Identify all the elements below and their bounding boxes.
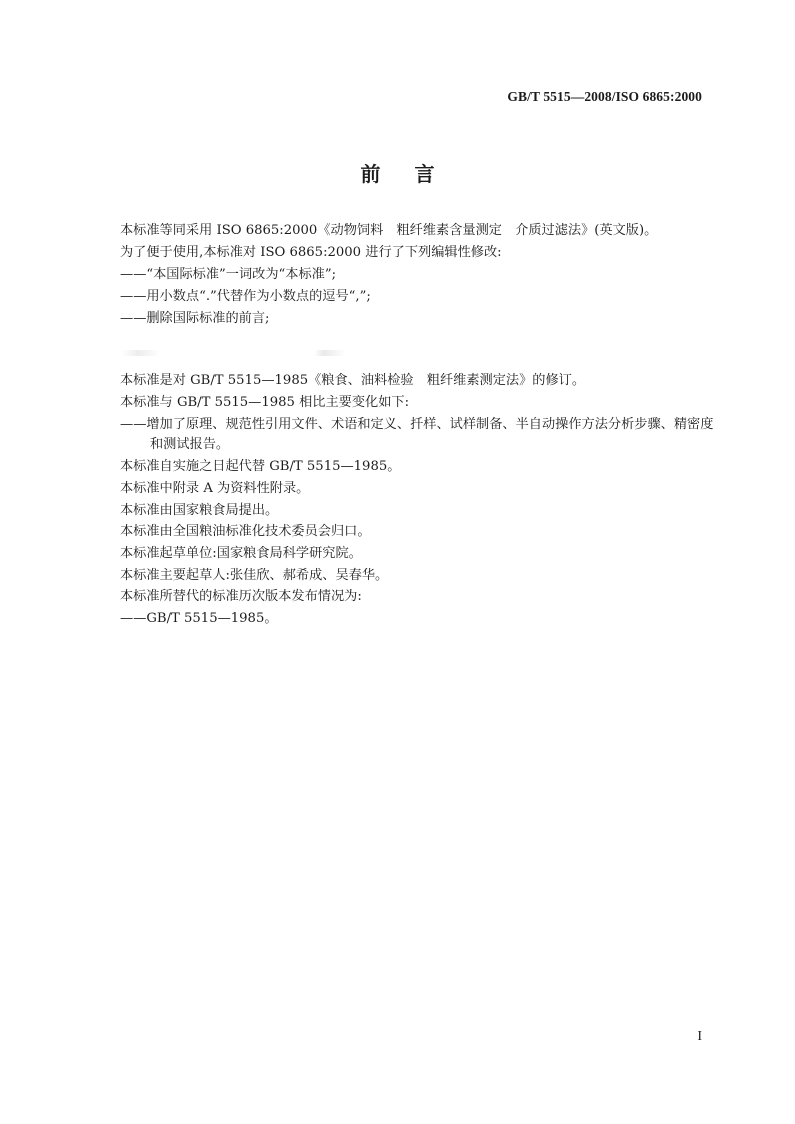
adoption-statement: 本标准等同采用 ISO 6865:2000《动物饲料 粗纤维素含量测定 介质过滤法》(英文版)。 [120,223,658,238]
drafters-statement: 本标准主要起草人:张佳欣、郝希成、吴春华。 [120,568,389,583]
page-number: I [697,1029,702,1044]
replaces-statement: 本标准自实施之日起代替 GB/T 5515—1985。 [120,459,401,474]
main-change-item-continued: 和测试报告。 [150,437,230,452]
main-change-item: ——增加了原理、规范性引用文件、术语和定义、扦样、试样制备、半自动操作方法分析步骤、精密度 [120,417,714,432]
editorial-change-item: ——用小数点“.”代替作为小数点的逗号“,”; [120,289,371,304]
main-changes-heading: 本标准与 GB/T 5515—1985 相比主要变化如下: [120,395,410,410]
standard-code-header: GB/T 5515—2008/ISO 6865:2000 [507,89,702,104]
scan-artifact [122,350,442,356]
annex-statement: 本标准中附录 A 为资料性附录。 [120,481,310,496]
history-heading: 本标准所替代的标准历次版本发布情况为: [120,589,362,604]
page-title: 前言 [360,162,469,186]
history-item: ——GB/T 5515—1985。 [120,611,278,626]
editorial-change-item: ——删除国际标准的前言; [120,311,270,326]
proposed-by-statement: 本标准由国家粮食局提出。 [120,503,279,518]
centralized-by-statement: 本标准由全国粮油标准化技术委员会归口。 [120,524,371,539]
editorial-changes-heading: 为了便于使用,本标准对 ISO 6865:2000 进行了下列编辑性修改: [120,245,502,260]
drafting-unit-statement: 本标准起草单位:国家粮食局科学研究院。 [120,546,362,561]
editorial-change-item: ——“本国际标准”一词改为“本标准”; [120,267,337,282]
revision-statement: 本标准是对 GB/T 5515—1985《粮食、油料检验 粗纤维素测定法》的修订。 [120,373,586,388]
